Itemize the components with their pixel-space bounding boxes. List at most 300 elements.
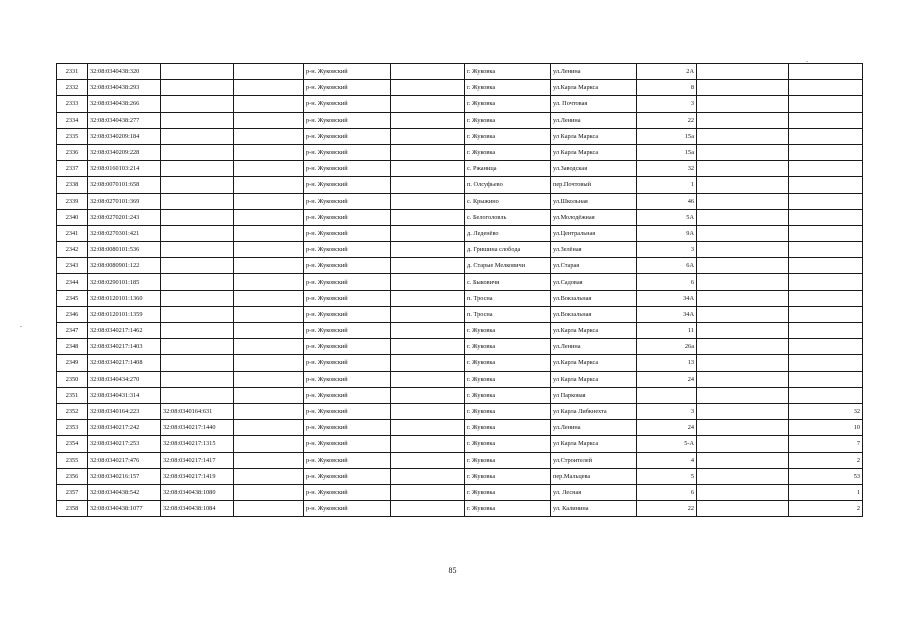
empty-cell-cell	[697, 112, 789, 128]
house-number-cell: 15а	[637, 144, 697, 160]
previous-number-cell	[161, 339, 234, 355]
cadastral-number-cell: 32:08:0340217:1403	[88, 339, 161, 355]
empty-cell-cell	[391, 323, 465, 339]
cadastral-number-cell: 32:08:0120101:1359	[88, 306, 161, 322]
cadastral-number-cell: 32:08:0340217:1408	[88, 355, 161, 371]
empty-cell-cell	[391, 501, 465, 517]
cadastral-number-cell: 32:08:0340209:228	[88, 144, 161, 160]
empty-cell-cell	[697, 96, 789, 112]
empty-cell-cell	[697, 209, 789, 225]
row-number-cell: 2356	[57, 468, 88, 484]
empty-cell-cell	[697, 387, 789, 403]
row-number-cell: 2340	[57, 209, 88, 225]
empty-cell-cell	[234, 420, 304, 436]
street-cell: ул Карла Маркса	[551, 371, 637, 387]
cadastral-number-cell: 32:08:0340164:223	[88, 403, 161, 419]
cadastral-number-cell: 32:08:0340434:270	[88, 371, 161, 387]
street-cell: ул.Ленина	[551, 64, 637, 80]
empty-cell-cell	[391, 339, 465, 355]
house-number-cell: 5	[637, 468, 697, 484]
table-row	[57, 452, 863, 468]
empty-cell-cell	[234, 258, 304, 274]
empty-cell-cell	[697, 225, 789, 241]
table-row	[57, 339, 863, 355]
empty-cell-cell	[391, 209, 465, 225]
district-cell: р-н. Жуковский	[304, 323, 391, 339]
house-number-cell: 26а	[637, 339, 697, 355]
previous-number-cell: 32:08:0340438:1084	[161, 501, 234, 517]
previous-number-cell	[161, 306, 234, 322]
apartment-number-cell	[789, 371, 863, 387]
street-cell: ул.Карла Маркса	[551, 323, 637, 339]
previous-number-cell: 32:08:0340164:631	[161, 403, 234, 419]
table-row	[57, 355, 863, 371]
table-row	[57, 420, 863, 436]
row-number-cell: 2341	[57, 225, 88, 241]
locality-cell: г. Жуковка	[465, 403, 551, 419]
district-cell: р-н. Жуковский	[304, 193, 391, 209]
street-cell: ул.Ленина	[551, 112, 637, 128]
empty-cell-cell	[697, 242, 789, 258]
table-body	[57, 64, 863, 517]
table-row	[57, 80, 863, 96]
house-number-cell: 3	[637, 242, 697, 258]
empty-cell-cell	[234, 209, 304, 225]
apartment-number-cell: 2	[789, 501, 863, 517]
cadastral-number-cell: 32:08:0080901:122	[88, 258, 161, 274]
district-cell: р-н. Жуковский	[304, 177, 391, 193]
district-cell: р-н. Жуковский	[304, 355, 391, 371]
empty-cell-cell	[234, 274, 304, 290]
empty-cell-cell	[391, 420, 465, 436]
district-cell: р-н. Жуковский	[304, 258, 391, 274]
street-cell: ул.Ленина	[551, 420, 637, 436]
street-cell: ул.Строителей	[551, 452, 637, 468]
previous-number-cell	[161, 274, 234, 290]
empty-cell-cell	[391, 225, 465, 241]
empty-cell-cell	[234, 112, 304, 128]
house-number-cell: 9А	[637, 225, 697, 241]
locality-cell: г. Жуковка	[465, 96, 551, 112]
table-row	[57, 436, 863, 452]
empty-cell-cell	[697, 193, 789, 209]
house-number-cell: 11	[637, 323, 697, 339]
house-number-cell	[637, 387, 697, 403]
empty-cell-cell	[234, 501, 304, 517]
house-number-cell: 1	[637, 177, 697, 193]
apartment-number-cell	[789, 306, 863, 322]
cadastral-number-cell: 32:08:0270201:243	[88, 209, 161, 225]
street-cell: ул.Вокзальная	[551, 290, 637, 306]
empty-cell-cell	[234, 177, 304, 193]
empty-cell-cell	[234, 290, 304, 306]
empty-cell-cell	[697, 355, 789, 371]
empty-cell-cell	[697, 420, 789, 436]
district-cell: р-н. Жуковский	[304, 468, 391, 484]
district-cell: р-н. Жуковский	[304, 403, 391, 419]
empty-cell-cell	[697, 80, 789, 96]
apartment-number-cell	[789, 80, 863, 96]
house-number-cell: 22	[637, 501, 697, 517]
empty-cell-cell	[391, 64, 465, 80]
locality-cell: г. Жуковка	[465, 387, 551, 403]
cadastral-number-cell: 32:08:0270301:421	[88, 225, 161, 241]
row-number-cell: 2355	[57, 452, 88, 468]
row-number-cell: 2357	[57, 484, 88, 500]
apartment-number-cell: 2	[789, 452, 863, 468]
row-number-cell: 2331	[57, 64, 88, 80]
table-row	[57, 144, 863, 160]
row-number-cell: 2349	[57, 355, 88, 371]
cadastral-number-cell: 32:08:0290101:185	[88, 274, 161, 290]
house-number-cell: 2А	[637, 64, 697, 80]
cadastral-number-cell: 32:08:0340217:1462	[88, 323, 161, 339]
apartment-number-cell	[789, 339, 863, 355]
cadastral-number-cell: 32:08:0340216:157	[88, 468, 161, 484]
empty-cell-cell	[234, 452, 304, 468]
house-number-cell: 6	[637, 274, 697, 290]
empty-cell-cell	[391, 387, 465, 403]
previous-number-cell	[161, 290, 234, 306]
empty-cell-cell	[391, 144, 465, 160]
row-number-cell: 2343	[57, 258, 88, 274]
district-cell: р-н. Жуковский	[304, 225, 391, 241]
district-cell: р-н. Жуковский	[304, 501, 391, 517]
previous-number-cell: 32:08:0340217:1419	[161, 468, 234, 484]
row-number-cell: 2344	[57, 274, 88, 290]
apartment-number-cell: 10	[789, 420, 863, 436]
apartment-number-cell: 1	[789, 484, 863, 500]
table-row	[57, 323, 863, 339]
apartment-number-cell	[789, 96, 863, 112]
table-row	[57, 242, 863, 258]
empty-cell-cell	[697, 468, 789, 484]
locality-cell: г. Жуковка	[465, 501, 551, 517]
district-cell: р-н. Жуковский	[304, 128, 391, 144]
row-number-cell: 2333	[57, 96, 88, 112]
cadastral-number-cell: 32:08:0340209:184	[88, 128, 161, 144]
locality-cell: г. Жуковка	[465, 420, 551, 436]
empty-cell-cell	[391, 161, 465, 177]
empty-cell-cell	[391, 452, 465, 468]
empty-cell-cell	[391, 468, 465, 484]
empty-cell-cell	[234, 96, 304, 112]
row-number-cell: 2353	[57, 420, 88, 436]
house-number-cell: 3	[637, 96, 697, 112]
table-row	[57, 193, 863, 209]
apartment-number-cell	[789, 225, 863, 241]
empty-cell-cell	[391, 274, 465, 290]
house-number-cell: 6А	[637, 258, 697, 274]
apartment-number-cell	[789, 209, 863, 225]
district-cell: р-н. Жуковский	[304, 484, 391, 500]
empty-cell-cell	[234, 355, 304, 371]
empty-cell-cell	[391, 242, 465, 258]
row-number-cell: 2332	[57, 80, 88, 96]
previous-number-cell	[161, 242, 234, 258]
empty-cell-cell	[234, 225, 304, 241]
previous-number-cell	[161, 112, 234, 128]
district-cell: р-н. Жуковский	[304, 242, 391, 258]
locality-cell: г. Жуковка	[465, 452, 551, 468]
table-row	[57, 501, 863, 517]
table-row	[57, 161, 863, 177]
locality-cell: г. Жуковка	[465, 468, 551, 484]
row-number-cell: 2337	[57, 161, 88, 177]
previous-number-cell	[161, 64, 234, 80]
locality-cell: п. Тросна	[465, 306, 551, 322]
house-number-cell: 5-А	[637, 436, 697, 452]
empty-cell-cell	[391, 112, 465, 128]
cadastral-number-cell: 32:08:0340217:476	[88, 452, 161, 468]
house-number-cell: 13	[637, 355, 697, 371]
locality-cell: г. Жуковка	[465, 144, 551, 160]
cadastral-number-cell: 32:08:0120101:1360	[88, 290, 161, 306]
empty-cell-cell	[697, 501, 789, 517]
empty-cell-cell	[697, 339, 789, 355]
apartment-number-cell	[789, 323, 863, 339]
district-cell: р-н. Жуковский	[304, 420, 391, 436]
apartment-number-cell	[789, 290, 863, 306]
house-number-cell: 15а	[637, 128, 697, 144]
empty-cell-cell	[234, 306, 304, 322]
cadastral-number-cell: 32:08:0340438:293	[88, 80, 161, 96]
apartment-number-cell	[789, 242, 863, 258]
district-cell: р-н. Жуковский	[304, 112, 391, 128]
street-cell: ул.Зелёная	[551, 242, 637, 258]
table-row	[57, 64, 863, 80]
district-cell: р-н. Жуковский	[304, 80, 391, 96]
empty-cell-cell	[234, 387, 304, 403]
empty-cell-cell	[697, 371, 789, 387]
empty-cell-cell	[697, 128, 789, 144]
house-number-cell: 4	[637, 452, 697, 468]
table-row	[57, 306, 863, 322]
locality-cell: с. Белоголовль	[465, 209, 551, 225]
apartment-number-cell	[789, 112, 863, 128]
apartment-number-cell	[789, 64, 863, 80]
empty-cell-cell	[697, 274, 789, 290]
district-cell: р-н. Жуковский	[304, 64, 391, 80]
previous-number-cell: 32:08:0340217:1417	[161, 452, 234, 468]
locality-cell: д. Леденёво	[465, 225, 551, 241]
locality-cell: г. Жуковка	[465, 355, 551, 371]
row-number-cell: 2336	[57, 144, 88, 160]
empty-cell-cell	[234, 468, 304, 484]
previous-number-cell	[161, 209, 234, 225]
locality-cell: г. Жуковка	[465, 436, 551, 452]
previous-number-cell	[161, 387, 234, 403]
locality-cell: г. Жуковка	[465, 128, 551, 144]
empty-cell-cell	[391, 290, 465, 306]
house-number-cell: 6	[637, 484, 697, 500]
street-cell: ул.Старая	[551, 258, 637, 274]
district-cell: р-н. Жуковский	[304, 436, 391, 452]
locality-cell: г. Жуковка	[465, 112, 551, 128]
street-cell: ул.Садовая	[551, 274, 637, 290]
empty-cell-cell	[697, 306, 789, 322]
previous-number-cell	[161, 96, 234, 112]
previous-number-cell	[161, 80, 234, 96]
table-row	[57, 387, 863, 403]
district-cell: р-н. Жуковский	[304, 339, 391, 355]
street-cell: ул Карла Маркса	[551, 436, 637, 452]
scan-speck: -	[20, 322, 23, 330]
table-row	[57, 371, 863, 387]
empty-cell-cell	[391, 96, 465, 112]
previous-number-cell	[161, 355, 234, 371]
house-number-cell: 34А	[637, 306, 697, 322]
empty-cell-cell	[697, 452, 789, 468]
previous-number-cell: 32:08:0340217:1440	[161, 420, 234, 436]
empty-cell-cell	[697, 403, 789, 419]
table-row	[57, 96, 863, 112]
street-cell: ул.Ленина	[551, 339, 637, 355]
apartment-number-cell: 53	[789, 468, 863, 484]
empty-cell-cell	[697, 290, 789, 306]
empty-cell-cell	[391, 371, 465, 387]
table-row	[57, 274, 863, 290]
street-cell: ул Карла Либкнехта	[551, 403, 637, 419]
street-cell: ул.Школьная	[551, 193, 637, 209]
previous-number-cell	[161, 371, 234, 387]
street-cell: ул.Карла Маркса	[551, 355, 637, 371]
previous-number-cell	[161, 161, 234, 177]
apartment-number-cell	[789, 355, 863, 371]
house-number-cell: 5А	[637, 209, 697, 225]
street-cell: ул Парковая	[551, 387, 637, 403]
district-cell: р-н. Жуковский	[304, 371, 391, 387]
page-number: 85	[448, 566, 457, 575]
table-row	[57, 290, 863, 306]
locality-cell: г. Жуковка	[465, 80, 551, 96]
previous-number-cell	[161, 177, 234, 193]
locality-cell: г. Жуковка	[465, 64, 551, 80]
district-cell: р-н. Жуковский	[304, 144, 391, 160]
house-number-cell: 24	[637, 420, 697, 436]
table-row	[57, 258, 863, 274]
locality-cell: г. Жуковка	[465, 323, 551, 339]
street-cell: ул.Центральная	[551, 225, 637, 241]
row-number-cell: 2352	[57, 403, 88, 419]
locality-cell: с. Быковичи	[465, 274, 551, 290]
scan-speck: -	[806, 57, 809, 65]
empty-cell-cell	[697, 258, 789, 274]
locality-cell: д. Старые Мелковичи	[465, 258, 551, 274]
row-number-cell: 2334	[57, 112, 88, 128]
district-cell: р-н. Жуковский	[304, 387, 391, 403]
apartment-number-cell	[789, 258, 863, 274]
table-row	[57, 112, 863, 128]
apartment-number-cell	[789, 128, 863, 144]
empty-cell-cell	[391, 177, 465, 193]
empty-cell-cell	[391, 258, 465, 274]
apartment-number-cell	[789, 193, 863, 209]
street-cell: пер.Почтовый	[551, 177, 637, 193]
street-cell: ул.Вокзальная	[551, 306, 637, 322]
street-cell: ул. Лесная	[551, 484, 637, 500]
previous-number-cell	[161, 225, 234, 241]
empty-cell-cell	[391, 306, 465, 322]
empty-cell-cell	[697, 64, 789, 80]
row-number-cell: 2350	[57, 371, 88, 387]
previous-number-cell	[161, 128, 234, 144]
cadastral-number-cell: 32:08:0340438:320	[88, 64, 161, 80]
empty-cell-cell	[391, 355, 465, 371]
row-number-cell: 2347	[57, 323, 88, 339]
empty-cell-cell	[697, 144, 789, 160]
street-cell: ул.Заводская	[551, 161, 637, 177]
row-number-cell: 2338	[57, 177, 88, 193]
house-number-cell: 34А	[637, 290, 697, 306]
locality-cell: с. Ржаница	[465, 161, 551, 177]
empty-cell-cell	[234, 144, 304, 160]
empty-cell-cell	[234, 323, 304, 339]
street-cell: ул Карла Маркса	[551, 144, 637, 160]
cadastral-number-cell: 32:08:0340217:253	[88, 436, 161, 452]
table-row	[57, 128, 863, 144]
district-cell: р-н. Жуковский	[304, 452, 391, 468]
cadastral-number-cell: 32:08:0340431:314	[88, 387, 161, 403]
street-cell: ул.Карла Маркса	[551, 80, 637, 96]
row-number-cell: 2335	[57, 128, 88, 144]
locality-cell: п. Тросна	[465, 290, 551, 306]
empty-cell-cell	[234, 371, 304, 387]
locality-cell: г. Жуковка	[465, 339, 551, 355]
empty-cell-cell	[234, 161, 304, 177]
table-row	[57, 177, 863, 193]
locality-cell: с. Крыжино	[465, 193, 551, 209]
apartment-number-cell: 32	[789, 403, 863, 419]
locality-cell: д. Гришина слобода	[465, 242, 551, 258]
empty-cell-cell	[234, 242, 304, 258]
street-cell: ул. Почтовая	[551, 96, 637, 112]
row-number-cell: 2358	[57, 501, 88, 517]
previous-number-cell: 32:08:0340217:1315	[161, 436, 234, 452]
house-number-cell: 46	[637, 193, 697, 209]
empty-cell-cell	[234, 339, 304, 355]
previous-number-cell	[161, 258, 234, 274]
row-number-cell: 2345	[57, 290, 88, 306]
empty-cell-cell	[234, 436, 304, 452]
apartment-number-cell	[789, 274, 863, 290]
empty-cell-cell	[234, 403, 304, 419]
district-cell: р-н. Жуковский	[304, 274, 391, 290]
row-number-cell: 2342	[57, 242, 88, 258]
cadastral-number-cell: 32:08:0080101:536	[88, 242, 161, 258]
house-number-cell: 8	[637, 80, 697, 96]
empty-cell-cell	[697, 484, 789, 500]
empty-cell-cell	[697, 323, 789, 339]
house-number-cell: 24	[637, 371, 697, 387]
street-cell: ул. Калинина	[551, 501, 637, 517]
table-row	[57, 225, 863, 241]
locality-cell: г. Жуковка	[465, 484, 551, 500]
street-cell: ул.Молодёжная	[551, 209, 637, 225]
house-number-cell: 3	[637, 403, 697, 419]
empty-cell-cell	[697, 161, 789, 177]
apartment-number-cell	[789, 161, 863, 177]
previous-number-cell	[161, 323, 234, 339]
empty-cell-cell	[234, 484, 304, 500]
table-row	[57, 484, 863, 500]
row-number-cell: 2346	[57, 306, 88, 322]
row-number-cell: 2351	[57, 387, 88, 403]
house-number-cell: 32	[637, 161, 697, 177]
apartment-number-cell	[789, 387, 863, 403]
house-number-cell: 22	[637, 112, 697, 128]
cadastral-number-cell: 32:08:0160103:214	[88, 161, 161, 177]
